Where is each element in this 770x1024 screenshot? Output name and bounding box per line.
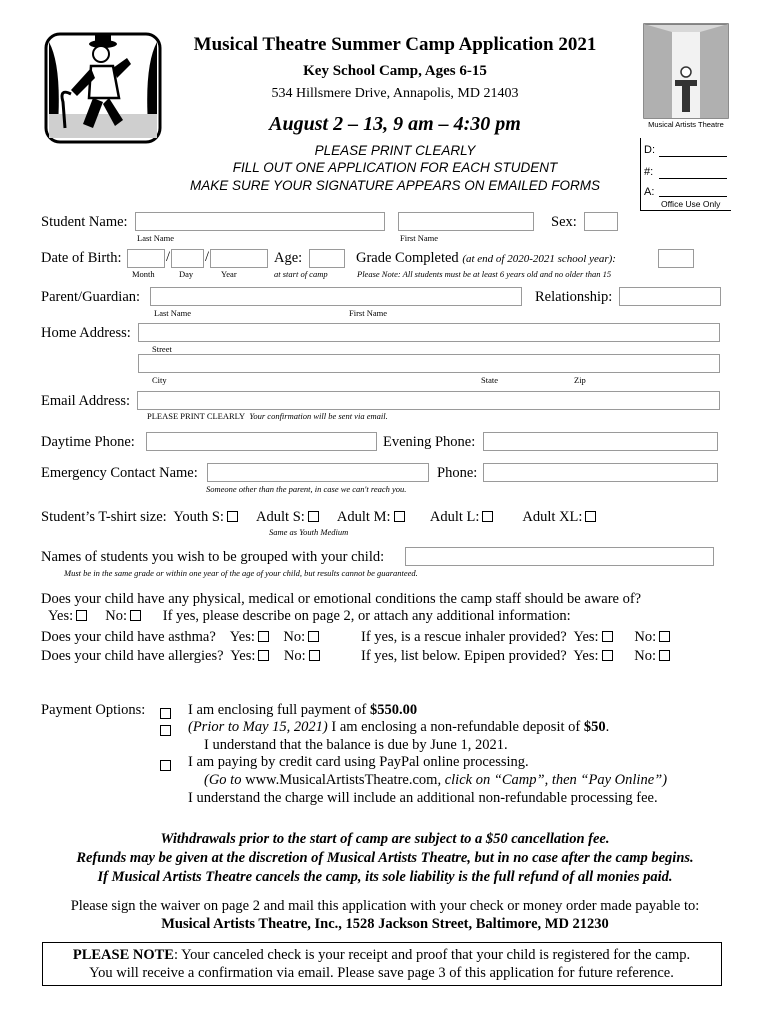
logo-caption: Musical Artists Theatre [648, 120, 724, 129]
office-a-label: A: [644, 186, 655, 198]
adult-xl-checkbox[interactable] [585, 511, 596, 522]
camp-address: 534 Hillsmere Drive, Annapolis, MD 21403 [271, 86, 519, 101]
asthma-no-checkbox[interactable] [308, 631, 319, 642]
city-sub: City [152, 375, 167, 385]
inhaler-yes-checkbox[interactable] [602, 631, 613, 642]
grade-sub: Please Note: All students must be at least 6 years old and no older than 15 [357, 269, 612, 279]
state-sub: State [481, 375, 498, 385]
medical-no-label: No: [105, 608, 128, 624]
allergies-label: Does your child have allergies? [41, 648, 224, 664]
adult-l-label: Adult L: [429, 509, 480, 525]
inhaler-question [361, 629, 670, 646]
youth-s-checkbox[interactable] [227, 511, 238, 522]
website-link[interactable]: www.MusicalArtistsTheatre.com [245, 772, 438, 788]
tshirt-label: Student’s T-shirt size: [41, 509, 167, 525]
age-label: Age: [274, 250, 303, 266]
parent-label: Parent/Guardian: [41, 289, 141, 305]
dob-slash-1: / [166, 249, 171, 265]
medical-no-checkbox[interactable] [130, 610, 141, 621]
medical-yes-label: Yes: [48, 608, 74, 624]
policy-line-1: Withdrawals prior to the start of camp are subject to a $50 cancellation fee. [160, 831, 610, 847]
youth-s-label: Youth S: [173, 509, 224, 525]
asthma-label: Does your child have asthma? [41, 629, 216, 645]
note-line-1: PLEASE NOTE: Your canceled check is your receipt and proof that your child is registered for the camp. [72, 947, 691, 963]
epipen-no-label: No: [634, 648, 656, 664]
email-label: Email Address: [41, 393, 131, 409]
parent-last-sub: Last Name [154, 308, 192, 318]
payment-card-checkbox[interactable] [160, 757, 171, 775]
adult-l-checkbox[interactable] [482, 511, 493, 522]
camp-subtitle: Key School Camp, Ages 6-15 [303, 63, 487, 79]
emergency-phone-label: Phone: [437, 465, 478, 481]
evening-phone-label: Evening Phone: [383, 434, 476, 450]
allergies-yes-checkbox[interactable] [258, 650, 269, 661]
emergency-contact-field[interactable] [207, 463, 429, 482]
relationship-field[interactable] [619, 287, 721, 306]
epipen-label: If yes, list below. Epipen provided? [361, 648, 567, 664]
day-sub: Day [179, 269, 194, 279]
mail-instructions: Please sign the waiver on page 2 and mail this application with your check or money order made payable to: [70, 898, 700, 914]
group-label: Names of students you wish to be grouped with your child: [41, 549, 385, 565]
emergency-sub: Someone other than the parent, in case we can't reach you. [206, 484, 407, 494]
dob-day-field[interactable] [171, 249, 204, 268]
office-use-box [640, 138, 731, 211]
dob-label: Date of Birth: [41, 250, 122, 266]
allergies-no-checkbox[interactable] [309, 650, 320, 661]
grade-label: Grade Completed (at end of 2020-2021 school year): [356, 250, 616, 266]
dob-slash-2: / [205, 249, 210, 265]
mail-address: Musical Artists Theatre, Inc., 1528 Jackson Street, Baltimore, MD 21230 [161, 916, 609, 932]
group-field[interactable] [405, 547, 714, 566]
adult-s-label: Adult S: [256, 509, 305, 525]
payment-card-instructions: (Go to www.MusicalArtistsTheatre.com, click on “Camp”, then “Pay Online”) [204, 772, 668, 788]
email-field[interactable] [137, 391, 720, 410]
medical-answer-row [48, 608, 571, 625]
parent-first-sub: First Name [349, 308, 388, 318]
emergency-contact-label: Emergency Contact Name: [41, 465, 198, 481]
instruction-3: MAKE SURE YOUR SIGNATURE APPEARS ON EMAILED FORMS [189, 178, 601, 193]
sex-field[interactable] [584, 212, 618, 231]
camp-dates: August 2 – 13, 9 am – 4:30 pm [269, 113, 521, 135]
performer-logo [43, 28, 163, 148]
inhaler-label: If yes, is a rescue inhaler provided? [361, 629, 567, 645]
asthma-yes-label: Yes: [229, 629, 255, 645]
epipen-yes-checkbox[interactable] [602, 650, 613, 661]
first-name-sub: First Name [400, 233, 439, 243]
page-title: Musical Theatre Summer Camp Application 2021 [193, 34, 597, 55]
asthma-yes-checkbox[interactable] [258, 631, 269, 642]
asthma-question [41, 629, 319, 646]
adult-s-checkbox[interactable] [308, 511, 319, 522]
zip-sub: Zip [574, 375, 586, 385]
payment-fee-text: I understand the charge will include an additional non-refundable processing fee. [188, 790, 658, 806]
note-line-2: You will receive a confirmation via email. Please save page 3 of this application for future reference. [89, 965, 674, 981]
inhaler-no-label: No: [634, 629, 657, 645]
instruction-2: FILL OUT ONE APPLICATION FOR EACH STUDENT [232, 160, 558, 175]
daytime-phone-field[interactable] [146, 432, 377, 451]
emergency-phone-field[interactable] [483, 463, 718, 482]
adult-xl-label: Adult XL: [522, 509, 583, 525]
office-d-label: D: [644, 144, 655, 156]
inhaler-yes-label: Yes: [573, 629, 599, 645]
email-sub: PLEASE PRINT CLEARLY Your confirmation will be sent via email. [147, 411, 388, 421]
student-first-name-field[interactable] [398, 212, 534, 231]
street-sub: Street [152, 344, 172, 354]
medical-yes-checkbox[interactable] [76, 610, 87, 621]
asthma-no-label: No: [283, 629, 306, 645]
inhaler-no-checkbox[interactable] [659, 631, 670, 642]
last-name-sub: Last Name [137, 233, 175, 243]
year-sub: Year [221, 269, 237, 279]
student-name-label: Student Name: [41, 214, 128, 230]
tshirt-row [41, 509, 596, 526]
theatre-logo [642, 22, 730, 132]
city-state-zip-field[interactable] [138, 354, 720, 373]
adult-m-checkbox[interactable] [394, 511, 405, 522]
relationship-label: Relationship: [535, 289, 613, 305]
allergies-no-label: No: [283, 648, 306, 664]
instruction-1: PLEASE PRINT CLEARLY [314, 143, 476, 158]
daytime-phone-label: Daytime Phone: [41, 434, 135, 450]
evening-phone-field[interactable] [483, 432, 718, 451]
age-sub: at start of camp [274, 269, 328, 279]
office-use-label: Office Use Only [661, 199, 721, 209]
adult-m-label: Adult M: [336, 509, 391, 525]
payment-deposit-text: (Prior to May 15, 2021) I am enclosing a non-refundable deposit of $50. [188, 719, 610, 735]
epipen-no-checkbox[interactable] [659, 650, 670, 661]
payment-card-text: I am paying by credit card using PayPal online processing. [188, 754, 529, 770]
payment-full-checkbox[interactable] [160, 705, 171, 723]
allergies-question [41, 648, 320, 665]
note-box [42, 942, 722, 986]
allergies-yes-label: Yes: [230, 648, 256, 664]
age-field[interactable] [309, 249, 345, 268]
payment-label: Payment Options: [41, 702, 146, 718]
sex-label: Sex: [551, 214, 577, 230]
payment-deposit-checkbox[interactable] [160, 722, 171, 740]
month-sub: Month [132, 269, 155, 279]
epipen-yes-label: Yes: [573, 648, 599, 664]
dob-month-field[interactable] [127, 249, 165, 268]
policy-line-3: If Musical Artists Theatre cancels the camp, its sole liability is the full refund of all monies paid. [97, 869, 673, 885]
payment-full-text: I am enclosing full payment of $550.00 [188, 702, 418, 718]
tshirt-sub: Same as Youth Medium [269, 527, 349, 537]
home-address-label: Home Address: [41, 325, 131, 341]
group-sub: Must be in the same grade or within one year of the age of your child, but results cannot be guaranteed. [64, 568, 418, 578]
medical-followup: If yes, please describe on page 2, or attach any additional information: [162, 608, 571, 624]
medical-question: Does your child have any physical, medical or emotional conditions the camp staff should be aware of? [41, 591, 642, 607]
policy-line-2: Refunds may be given at the discretion of Musical Artists Theatre, but in no case after the camp begins. [76, 850, 694, 866]
student-last-name-field[interactable] [135, 212, 385, 231]
payment-balance-text: I understand that the balance is due by June 1, 2021. [204, 737, 508, 753]
street-field[interactable] [138, 323, 720, 342]
office-num-label: #: [644, 166, 654, 178]
parent-name-field[interactable] [150, 287, 522, 306]
epipen-question [361, 648, 670, 665]
grade-field[interactable] [658, 249, 694, 268]
dob-year-field[interactable] [210, 249, 268, 268]
